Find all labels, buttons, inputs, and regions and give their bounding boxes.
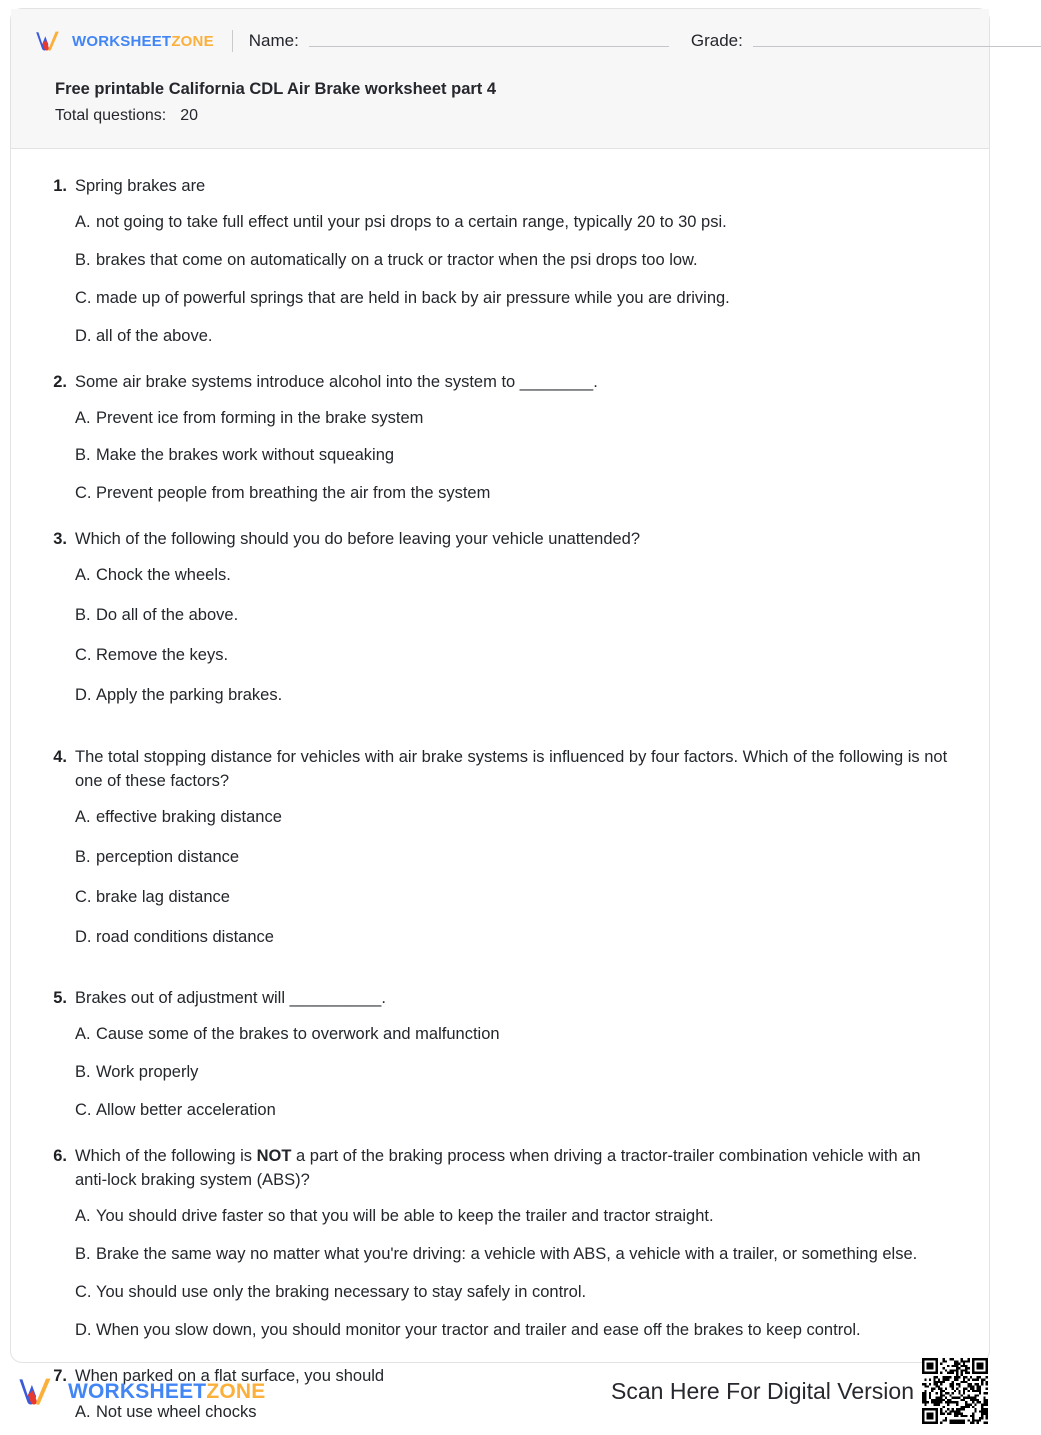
options-list bbox=[41, 1205, 959, 1343]
option-row[interactable] bbox=[75, 684, 545, 708]
options-list bbox=[41, 211, 959, 349]
option-row[interactable] bbox=[75, 644, 545, 668]
question-line bbox=[41, 746, 959, 794]
question-number: 4. bbox=[53, 747, 67, 766]
option-letter: D. bbox=[75, 326, 92, 345]
logo-word-secondary: ZONE bbox=[206, 1379, 266, 1403]
option-text: Brake the same way no matter what you're driving: a vehicle with ABS, a vehicle with a trailer, or something else. bbox=[96, 1244, 918, 1263]
worksheet-footer bbox=[10, 1368, 990, 1414]
option-text: not going to take full effect until your psi drops to a certain range, typically 20 to 30 psi. bbox=[96, 212, 727, 231]
option-row[interactable] bbox=[75, 211, 959, 235]
option-letter: C. bbox=[75, 288, 92, 307]
option-letter: B. bbox=[75, 250, 91, 269]
options-list bbox=[41, 1023, 959, 1123]
option-letter: A. bbox=[75, 212, 91, 231]
option-text: Allow better acceleration bbox=[96, 1101, 276, 1120]
grade-field bbox=[691, 31, 1041, 51]
header-logo-text bbox=[72, 34, 214, 49]
option-row[interactable] bbox=[75, 249, 959, 273]
question-block bbox=[41, 987, 959, 1123]
question-line bbox=[41, 987, 959, 1011]
w-logo-icon bbox=[33, 29, 65, 53]
option-text: Cause some of the brakes to overwork and malfunction bbox=[96, 1025, 500, 1044]
option-text: When you slow down, you should monitor your tractor and trailer and ease off the brakes to keep control. bbox=[96, 1320, 861, 1339]
question-text: Which of the following is NOT a part of the braking process when driving a tractor-trailer combination vehicle with an anti-lock braking system (ABS)? bbox=[75, 1147, 921, 1190]
option-text: brakes that come on automatically on a truck or tractor when the psi drops too low. bbox=[96, 250, 698, 269]
option-letter: A. bbox=[75, 1206, 91, 1225]
option-row[interactable] bbox=[75, 482, 959, 506]
w-logo-icon bbox=[15, 1375, 59, 1408]
worksheet-header bbox=[11, 9, 989, 149]
option-letter: A. bbox=[75, 408, 91, 427]
option-letter: C. bbox=[75, 484, 92, 503]
total-questions-count: 20 bbox=[180, 106, 198, 124]
logo-word-secondary: ZONE bbox=[171, 32, 214, 50]
header-row bbox=[33, 23, 967, 59]
option-row[interactable] bbox=[75, 1319, 959, 1343]
grade-label: Grade: bbox=[690, 31, 743, 50]
option-letter: C. bbox=[75, 887, 92, 906]
logo-word-primary: WORKSHEET bbox=[68, 1379, 207, 1403]
total-questions-row bbox=[55, 106, 967, 126]
questions-list bbox=[11, 149, 989, 1435]
option-letter: C. bbox=[75, 646, 92, 665]
option-text: Remove the keys. bbox=[96, 646, 229, 665]
option-row[interactable] bbox=[75, 604, 545, 628]
option-row[interactable] bbox=[75, 1205, 959, 1229]
option-letter: C. bbox=[75, 1101, 92, 1120]
question-number: 6. bbox=[53, 1147, 67, 1166]
option-letter: A. bbox=[75, 807, 91, 826]
option-row[interactable] bbox=[75, 325, 959, 349]
option-text: Prevent ice from forming in the brake system bbox=[96, 408, 424, 427]
option-row[interactable] bbox=[75, 846, 545, 870]
option-row[interactable] bbox=[75, 1061, 959, 1085]
options-list bbox=[41, 407, 959, 507]
name-label: Name: bbox=[248, 31, 299, 50]
option-text: Do all of the above. bbox=[96, 606, 239, 625]
option-row[interactable] bbox=[75, 1281, 959, 1305]
option-text: Work properly bbox=[96, 1063, 199, 1082]
question-block bbox=[41, 1145, 959, 1343]
logo-word-primary: WORKSHEET bbox=[72, 32, 172, 50]
option-row[interactable] bbox=[75, 1099, 959, 1123]
question-block bbox=[41, 175, 959, 349]
option-row[interactable] bbox=[75, 407, 959, 431]
option-text: road conditions distance bbox=[96, 927, 274, 946]
question-number: 7. bbox=[53, 1366, 67, 1385]
option-row[interactable] bbox=[75, 444, 959, 468]
option-text: effective braking distance bbox=[96, 807, 282, 826]
option-letter: A. bbox=[75, 566, 91, 585]
option-text: brake lag distance bbox=[96, 887, 230, 906]
question-number: 5. bbox=[53, 989, 67, 1008]
footer-logo bbox=[15, 1375, 265, 1408]
header-divider bbox=[232, 30, 233, 52]
question-block bbox=[41, 528, 959, 724]
option-letter: B. bbox=[75, 446, 91, 465]
option-text: Apply the parking brakes. bbox=[96, 685, 283, 704]
option-row[interactable] bbox=[75, 886, 545, 910]
name-input-line[interactable] bbox=[309, 45, 669, 47]
option-letter: D. bbox=[75, 927, 92, 946]
scan-prompt-text: Scan Here For Digital Version bbox=[611, 1377, 914, 1404]
option-text: Prevent people from breathing the air from the system bbox=[96, 484, 491, 503]
question-text: Spring brakes are bbox=[75, 177, 206, 195]
question-line bbox=[41, 528, 959, 552]
worksheet-title: Free printable California CDL Air Brake worksheet part 4 bbox=[55, 80, 497, 98]
options-list bbox=[41, 564, 959, 724]
option-letter: B. bbox=[75, 1063, 91, 1082]
title-block bbox=[33, 79, 967, 126]
option-letter: A. bbox=[75, 1402, 91, 1421]
question-text: When parked on a flat surface, you should bbox=[75, 1366, 385, 1385]
question-block bbox=[41, 746, 959, 966]
option-letter: B. bbox=[75, 606, 91, 625]
question-line bbox=[41, 371, 959, 395]
option-letter: C. bbox=[75, 1282, 92, 1301]
option-letter: A. bbox=[75, 1025, 91, 1044]
question-number: 2. bbox=[53, 372, 67, 391]
total-questions-label: Total questions: bbox=[55, 106, 167, 124]
question-block bbox=[41, 371, 959, 507]
qr-code-icon[interactable] bbox=[922, 1358, 988, 1424]
option-row[interactable] bbox=[75, 1243, 959, 1267]
option-letter: D. bbox=[75, 685, 92, 704]
question-text: The total stopping distance for vehicles with air brake systems is influenced by four factors. Which of the following is not one of these factors? bbox=[75, 747, 948, 790]
option-row[interactable] bbox=[75, 806, 545, 830]
name-field bbox=[249, 31, 669, 51]
option-text: made up of powerful springs that are held in back by air pressure while you are driving. bbox=[96, 288, 730, 307]
question-number: 3. bbox=[53, 530, 67, 549]
option-row[interactable] bbox=[75, 287, 959, 311]
option-text: perception distance bbox=[96, 847, 240, 866]
options-list bbox=[41, 806, 959, 966]
option-letter: B. bbox=[75, 847, 91, 866]
option-text: Chock the wheels. bbox=[96, 566, 231, 585]
option-row[interactable] bbox=[75, 564, 545, 588]
question-text: Brakes out of adjustment will __________. bbox=[75, 989, 386, 1008]
grade-input-line[interactable] bbox=[753, 45, 1041, 47]
option-text: Make the brakes work without squeaking bbox=[96, 446, 395, 465]
question-text: Which of the following should you do before leaving your vehicle unattended? bbox=[75, 530, 641, 549]
option-letter: B. bbox=[75, 1244, 91, 1263]
option-row[interactable] bbox=[75, 926, 545, 950]
option-text: You should drive faster so that you will be able to keep the trailer and tractor straight. bbox=[96, 1206, 714, 1225]
question-line bbox=[41, 1145, 959, 1193]
option-text: all of the above. bbox=[96, 326, 213, 345]
header-logo bbox=[33, 29, 214, 53]
option-row[interactable] bbox=[75, 1023, 959, 1047]
question-text: Some air brake systems introduce alcohol into the system to ________. bbox=[75, 372, 598, 391]
question-line bbox=[41, 175, 959, 199]
option-letter: D. bbox=[75, 1320, 92, 1339]
option-text: Not use wheel chocks bbox=[96, 1402, 257, 1421]
option-text: You should use only the braking necessary to stay safely in control. bbox=[96, 1282, 587, 1301]
footer-logo-text bbox=[68, 1381, 265, 1402]
question-number: 1. bbox=[53, 177, 67, 195]
